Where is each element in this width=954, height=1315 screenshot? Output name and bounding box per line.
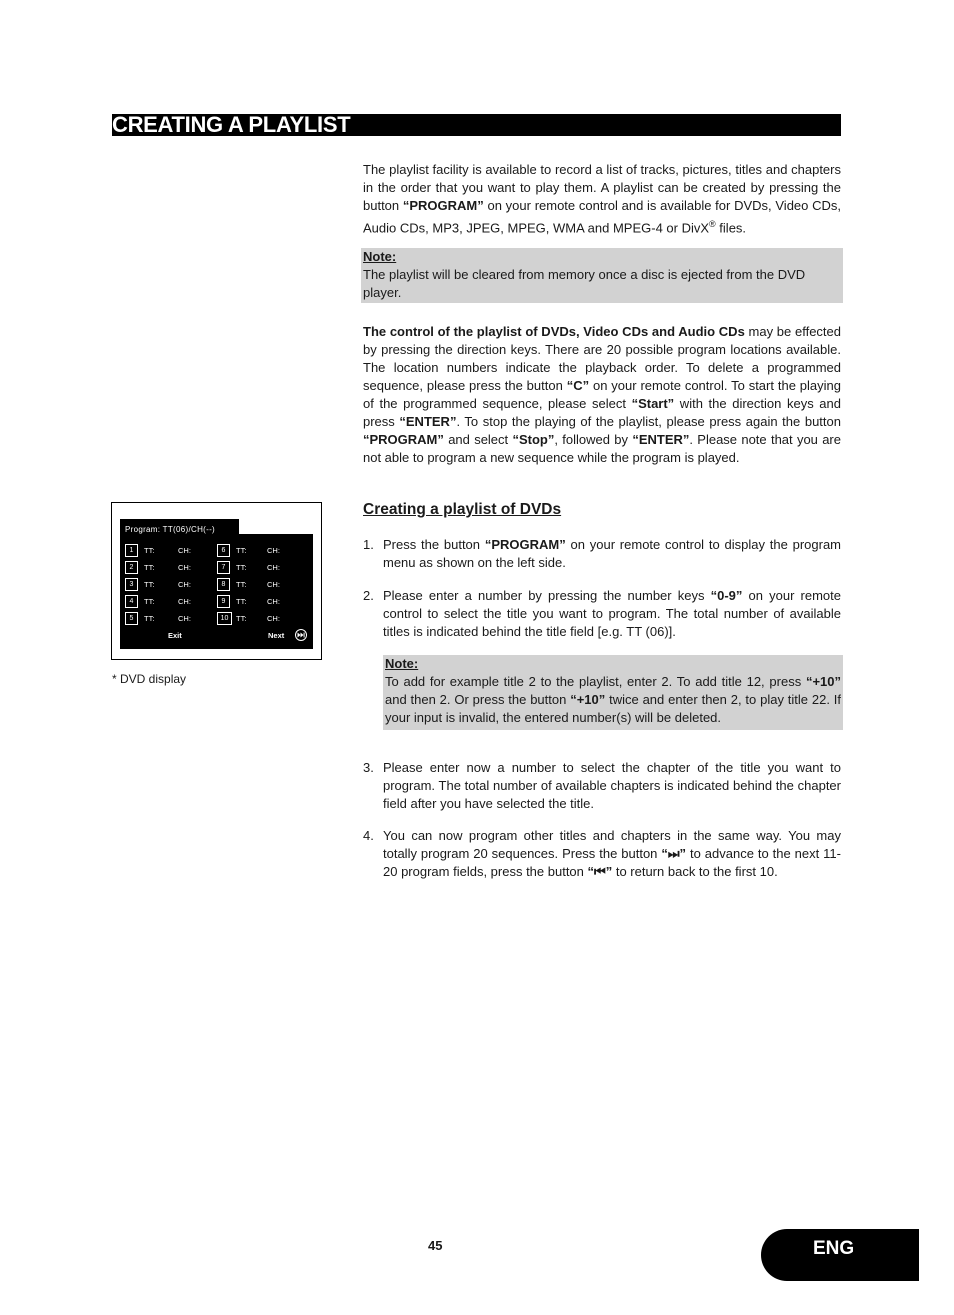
control-paragraph: The control of the playlist of DVDs, Video CDs and Audio CDs may be effected by pressing the direction keys. There are 20 possible program locations available. The location numbers indicate the playback order. To delete a programmed sequence, please press the button “C” on your remote control. To start the playing of the programmed sequence, please select “Start” with the direction keys and press “ENTER”. To stop the playing of the playlist, please press again the button “PROGRAM” and select “Stop”, followed by “ENTER”. Please note that you are not able to program a new sequence while the program is played. bbox=[363, 324, 842, 465]
section-heading: Creating a playlist of DVDs bbox=[363, 501, 562, 518]
list-item: 1. Press the button “PROGRAM” on your remote control to display the program menu as shown on the left side. bbox=[363, 537, 841, 570]
list-item: 2. Please enter a number by pressing the number keys “0-9” on your remote control to select the title you want to program. The total number of available titles is indicated behind the title field [e.g. TT (06)]. bbox=[363, 588, 841, 639]
list-item: 4. You can now program other titles and chapters in the same way. You may totally program 20 sequences. Press the button “⏭” to advance to the next 11-20 program fields, press the button “⏮” to return back to the first 10. bbox=[363, 828, 841, 879]
program-tab: Program: TT(06)/CH(--) bbox=[120, 519, 239, 537]
page-title: CREATING A PLAYLIST bbox=[112, 114, 841, 136]
note-box bbox=[361, 248, 843, 303]
page-number: 45 bbox=[428, 1238, 443, 1253]
note-label: Note: bbox=[385, 656, 419, 671]
skip-next-icon[interactable] bbox=[295, 629, 307, 641]
intro-paragraph: The playlist facility is available to record a list of tracks, pictures, titles and chapters in the order that you want to play them. A playlist can be created by pressing the button “PROGRAM” on your remote control and is available for DVDs, Video CDs, Audio CDs, MP3, JPEG, MPEG, WMA and MPEG-4 or DivX® files. bbox=[363, 162, 841, 236]
list-item: 3. Please enter now a number to select the chapter of the title you want to program. The total number of available chapters is indicated behind the chapter field after you have selected the title. bbox=[363, 760, 841, 811]
next-button[interactable]: Next bbox=[268, 631, 285, 640]
note-text: The playlist will be cleared from memory once a disc is ejected from the DVD player. bbox=[363, 267, 806, 300]
dvd-display-caption: * DVD display bbox=[112, 672, 187, 686]
exit-button[interactable]: Exit bbox=[168, 631, 182, 640]
note-label: Note: bbox=[363, 249, 397, 264]
note-box: Note: To add for example title 2 to the playlist, enter 2. To add title 12, press “+10” and then 2. Or press the button “+10” twice and enter then 2, to play title 22. If your input is invalid, the entered number(s) will be deleted. bbox=[383, 655, 843, 730]
dvd-screen: 1 TT: CH: 2 TT: CH: 3 TT: CH: 4 TT: CH: 5 TT: CH: 6 TT: CH: 7 TT: CH: 8 TT: CH: 9 TT: CH: 10 TT: CH: Exit Next bbox=[120, 534, 313, 649]
dvd-display-illustration bbox=[111, 502, 322, 660]
language-tab: ENG bbox=[761, 1229, 919, 1281]
